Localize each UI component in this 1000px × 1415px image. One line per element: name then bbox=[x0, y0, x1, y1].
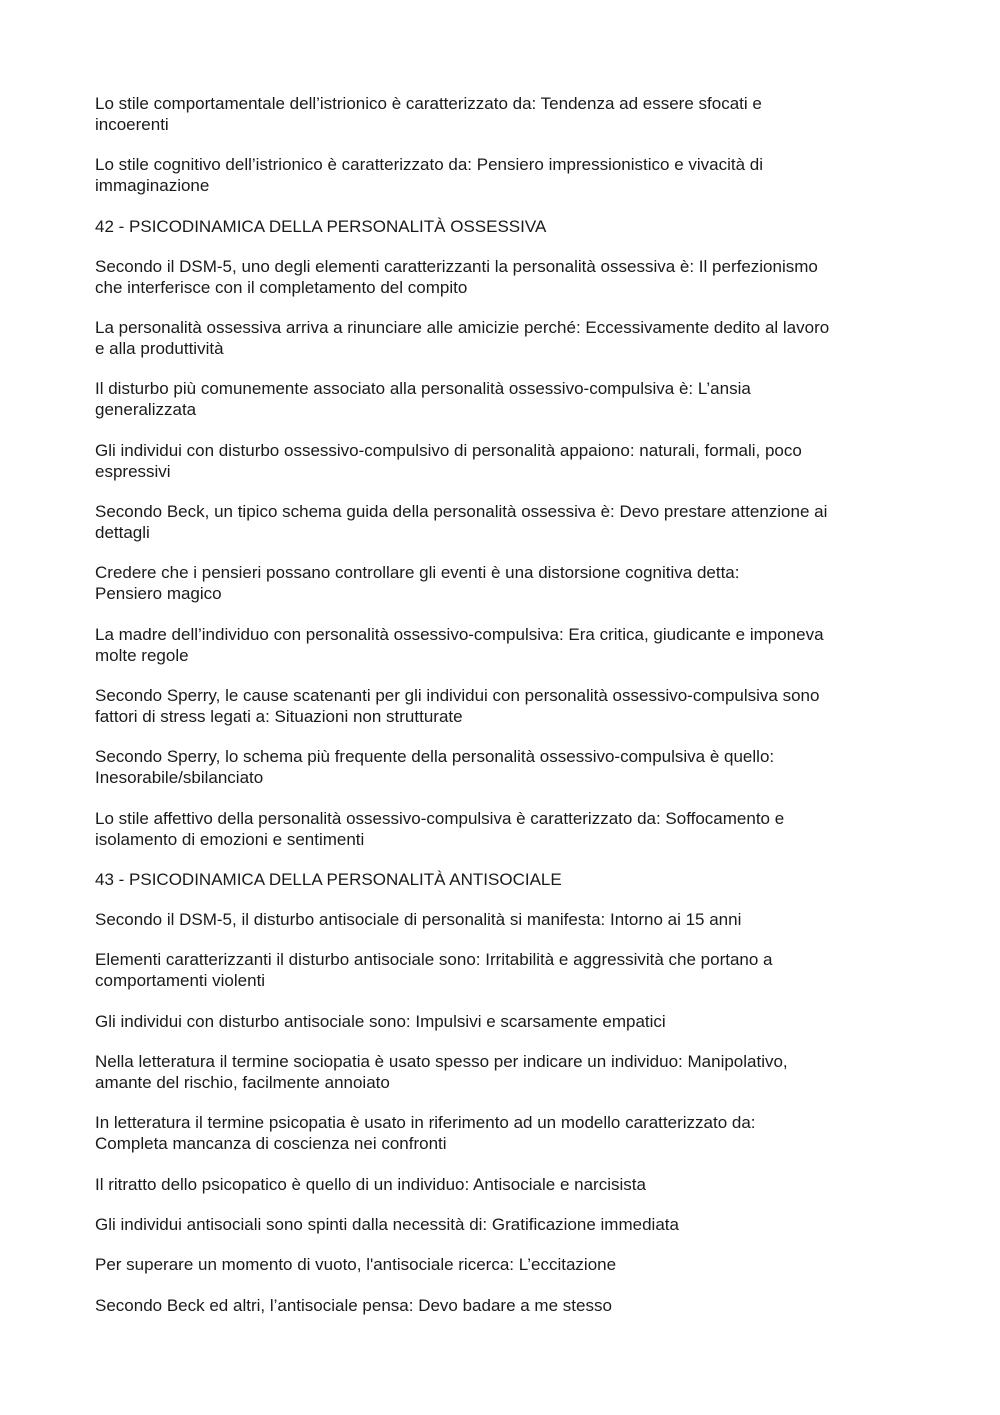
paragraph: Lo stile affettivo della personalità ossessivo-compulsiva è caratterizzato da: Soffocamento e isolamento di emozioni e sentimenti bbox=[95, 808, 785, 849]
paragraph: La personalità ossessiva arriva a rinunciare alle amicizie perché: Eccessivamente dedito al lavoro e alla produttività bbox=[95, 318, 830, 359]
paragraph: Lo stile cognitivo dell’istrionico è caratterizzato da: Pensiero impressionistico e vivacità di immaginazione bbox=[95, 155, 764, 196]
paragraph: Lo stile comportamentale dell’istrionico è caratterizzato da: Tendenza ad essere sfocati e incoerenti bbox=[95, 94, 762, 134]
section-heading: 42 - PSICODINAMICA DELLA PERSONALITÀ OSSESSIVA bbox=[95, 216, 547, 236]
paragraph: Secondo Sperry, lo schema più frequente della personalità ossessivo-compulsiva è quello: Inesorabile/sbilanciato bbox=[95, 747, 775, 788]
paragraph: Secondo il DSM-5, uno degli elementi caratterizzanti la personalità ossessiva è: Il perfezionismo che interferisce con il completamento del compito bbox=[95, 256, 818, 297]
paragraph: Gli individui con disturbo ossessivo-compulsivo di personalità appaiono: naturali, formali, poco espressivi bbox=[95, 440, 802, 481]
paragraph: Nella letteratura il termine sociopatia è usato spesso per indicare un individuo: Manipolativo, amante del rischio, facilmente annoiato bbox=[95, 1052, 788, 1093]
section-heading: 43 - PSICODINAMICA DELLA PERSONALITÀ ANTISOCIALE bbox=[95, 869, 562, 889]
paragraph: Il ritratto dello psicopatico è quello di un individuo: Antisociale e narcisista bbox=[95, 1174, 646, 1194]
paragraph: Secondo Beck ed altri, l’antisociale pensa: Devo badare a me stesso bbox=[95, 1295, 612, 1315]
paragraph: In letteratura il termine psicopatia è usato in riferimento ad un modello caratterizzato da: Completa mancanza di coscienza nei confronti bbox=[95, 1113, 756, 1154]
paragraph: Elementi caratterizzanti il disturbo antisociale sono: Irritabilità e aggressività che portano a comportamenti violenti bbox=[95, 950, 773, 991]
document-page bbox=[95, 93, 910, 1335]
paragraph: Gli individui antisociali sono spinti dalla necessità di: Gratificazione immediata bbox=[95, 1214, 679, 1234]
paragraph: Gli individui con disturbo antisociale sono: Impulsivi e scarsamente empatici bbox=[95, 1011, 666, 1031]
paragraph: Secondo il DSM-5, il disturbo antisociale di personalità si manifesta: Intorno ai 15 anni bbox=[95, 910, 742, 930]
paragraph: La madre dell’individuo con personalità ossessivo-compulsiva: Era critica, giudicante e imponeva molte regole bbox=[95, 624, 824, 665]
paragraph: Credere che i pensieri possano controllare gli eventi è una distorsione cognitiva detta: Pensiero magico bbox=[95, 563, 740, 604]
paragraph: Secondo Beck, un tipico schema guida della personalità ossessiva è: Devo prestare attenzione ai dettagli bbox=[95, 502, 828, 543]
paragraph: Per superare un momento di vuoto, l'antisociale ricerca: L’eccitazione bbox=[95, 1255, 617, 1275]
paragraph: Il disturbo più comunemente associato alla personalità ossessivo-compulsiva è: L’ansia generalizzata bbox=[95, 379, 751, 420]
paragraph: Secondo Sperry, le cause scatenanti per gli individui con personalità ossessivo-compulsiva sono fattori di stress legati a: Situazioni non strutturate bbox=[95, 685, 820, 726]
